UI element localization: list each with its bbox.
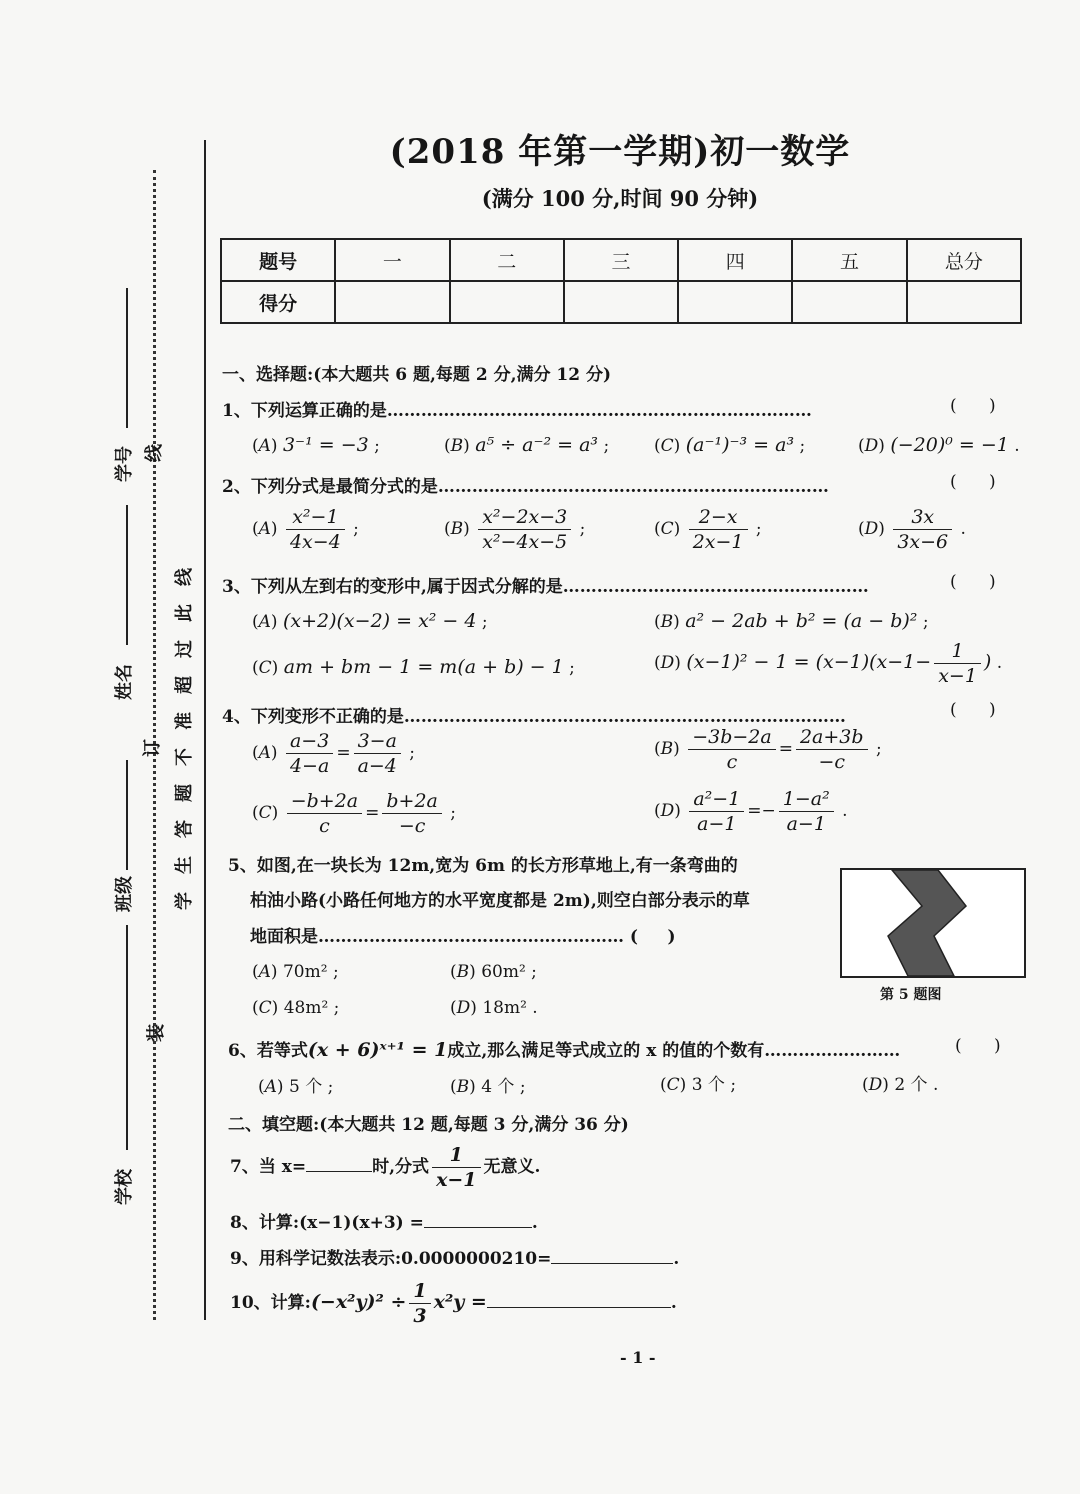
q2-option-a: (A) $\frac{\text{x²−1}}{4x-4}$ ; — [252, 506, 359, 553]
q5-option-d-text: 18m² — [482, 998, 527, 1018]
score-header-cell: 三 — [564, 239, 678, 281]
question-8: 8、计算:(x−1)(x+3) = . — [230, 1213, 538, 1233]
q6-option-d-text: 2 个 — [894, 1075, 928, 1095]
class-label: 班级 — [114, 876, 135, 912]
q1-option-a-text: 3⁻¹ = −3 — [282, 434, 369, 456]
q5-option-a: (A) 70m² ; — [252, 962, 339, 982]
q3-option-a: (A) (x+2)(x−2) = x² − 4 ; — [252, 610, 488, 632]
q5-figure — [840, 868, 1026, 978]
question-9-text: 9、用科学记数法表示:0.0000000210= — [230, 1249, 552, 1269]
answer-bracket: ( ) — [955, 1036, 1001, 1056]
question-10-expr: (−x²y)² ÷ — [310, 1291, 407, 1313]
q2-option-c: (C) $\frac{2-x}{2x-1}$ ; — [654, 506, 762, 553]
q5-option-b-text: 60m² — [481, 962, 526, 982]
score-header-cell: 总分 — [907, 239, 1021, 281]
score-row-label: 得分 — [221, 281, 335, 323]
q6-option-a: (A) 5 个 ; — [258, 1077, 334, 1097]
class-underline — [126, 760, 128, 870]
q1-option-c-text: (a⁻¹)⁻³ = a³ — [685, 434, 795, 456]
score-cell — [335, 281, 449, 323]
q4-option-d: (D) $\frac{\text{a²−1}}{a-1}$ =− $\frac{\text{1−a²}}{a-1}$ . — [654, 788, 848, 835]
q1-option-b: (B) a⁵ ÷ a⁻² = a³ ; — [444, 434, 610, 456]
q6-option-a-text: 5 个 — [288, 1077, 323, 1097]
question-5-text: 地面积是 — [250, 927, 318, 947]
question-1-text: 1、下列运算正确的是 — [222, 401, 387, 421]
score-header-cell: 四 — [678, 239, 792, 281]
q5-option-c: (C) 48m² ; — [252, 998, 340, 1018]
zhuang-label: 装 — [146, 1024, 167, 1042]
zigzag-road-figure — [842, 870, 1024, 976]
q1-option-b-text: a⁵ ÷ a⁻² = a³ — [475, 434, 599, 456]
q5-option-c-text: 48m² — [283, 998, 329, 1018]
question-5-line-3: 地面积是……………………………………………… ( ) — [250, 927, 676, 947]
q3-option-a-text: (x+2)(x−2) = x² − 4 — [282, 610, 477, 632]
question-10-post: x²y = — [433, 1291, 487, 1313]
q3-option-b: (B) a² − 2ab + b² = (a − b)² ; — [654, 610, 929, 632]
q6-option-b: (B) 4 个 ; — [450, 1077, 526, 1097]
q5-figure-caption: 第 5 题图 — [880, 987, 942, 1003]
q2-c-fraction: $\frac{2-x}{2x-1}$ — [689, 506, 748, 553]
id-label: 学号 — [114, 446, 135, 482]
question-6-stem: 6、若等式(x + 6)ˣ⁺¹ = 1成立,那么满足等式成立的 x 的值的个数有…………………… — [228, 1039, 901, 1061]
page-number: - 1 - — [620, 1348, 656, 1367]
question-4-stem: 4、下列变形不正确的是…………………………………………………………………… — [222, 707, 846, 727]
q3-d-fraction: $\frac{1}{x-1}$ — [934, 640, 981, 687]
question-5-line-1: 5、如图,在一块长为 12m,宽为 6m 的长方形草地上,有一条弯曲的 — [228, 856, 738, 876]
q3-option-c: (C) am + bm − 1 = m(a + b) − 1 ; — [252, 656, 575, 678]
q2-option-b: (B) $\frac{\text{x²−2x−3}}{\text{x²−4x−5}}$ ; — [444, 506, 586, 553]
answer-bracket: ( ) — [950, 472, 996, 492]
score-header-cell: 题号 — [221, 239, 335, 281]
question-7: 7、当 x= 时,分式 $\frac{1}{x-1}$ 无意义. — [230, 1144, 541, 1191]
id-underline — [126, 288, 128, 428]
section-2-heading: 二、填空题:(本大题共 12 题,每题 3 分,满分 36 分) — [228, 1115, 629, 1135]
ding-label: 订 — [142, 739, 163, 757]
q5-option-b: (B) 60m² ; — [450, 962, 537, 982]
section-1-heading: 一、选择题:(本大题共 6 题,每题 2 分,满分 12 分) — [222, 365, 612, 385]
q1-option-d-text: (−20)⁰ = −1 — [890, 434, 1009, 456]
answer-blank[interactable] — [424, 1227, 532, 1228]
score-table — [220, 238, 1022, 324]
answer-blank[interactable] — [306, 1171, 372, 1172]
question-3-text: 3、下列从左到右的变形中,属于因式分解的是 — [222, 577, 563, 597]
q1-option-a: (A) 3⁻¹ = −3 ; — [252, 434, 380, 456]
question-7-mid: 时,分式 — [372, 1157, 430, 1177]
exam-subtitle: (满分 100 分,时间 90 分钟) — [481, 186, 759, 211]
q5-option-a-text: 70m² — [282, 962, 328, 982]
answer-blank[interactable] — [487, 1307, 671, 1308]
q6-option-d: (D) 2 个 . — [862, 1075, 939, 1095]
question-6-post: 成立,那么满足等式成立的 x 的值的个数有 — [447, 1041, 765, 1061]
q4-option-b: (B) $\frac{-3b-2a}{c}$ = $\frac{2a+3b}{-c}$ ; — [654, 726, 882, 773]
q3-option-c-text: am + bm − 1 = m(a + b) − 1 — [283, 656, 564, 678]
question-8-text: 8、计算:(x−1)(x+3) = — [230, 1213, 424, 1233]
score-cell — [564, 281, 678, 323]
score-cell — [450, 281, 564, 323]
score-cell — [907, 281, 1021, 323]
question-2-stem: 2、下列分式是最简分式的是…………………………………………………………… — [222, 477, 829, 497]
score-header-cell: 二 — [450, 239, 564, 281]
q3-option-d: (D) (x−1)² − 1 = (x−1)(x−1− $\frac{1}{x-1}$ ) . — [654, 640, 1003, 687]
q2-a-fraction: $\frac{\text{x²−1}}{4x-4}$ — [286, 506, 345, 553]
question-3-stem: 3、下列从左到右的变形中,属于因式分解的是……………………………………………… — [222, 577, 869, 597]
name-underline — [126, 505, 128, 645]
q2-b-fraction: $\frac{\text{x²−2x−3}}{\text{x²−4x−5}}$ — [478, 506, 571, 553]
q2-d-fraction: $\frac{3x}{3x-6}$ — [893, 506, 952, 553]
q4-option-c: (C) $\frac{-b+2a}{c}$ = $\frac{b+2a}{-c}$ ; — [252, 790, 457, 837]
answer-blank[interactable] — [551, 1263, 673, 1264]
answer-bracket: ( ) — [950, 700, 996, 720]
answer-bracket: ( ) — [950, 572, 996, 592]
q1-option-d: (D) (−20)⁰ = −1 . — [858, 434, 1020, 456]
q5-option-d: (D) 18m² . — [450, 998, 538, 1018]
q1-option-c: (C) (a⁻¹)⁻³ = a³ ; — [654, 434, 806, 456]
score-header-cell: 一 — [335, 239, 449, 281]
question-4-text: 4、下列变形不正确的是 — [222, 707, 404, 727]
question-6-pre: 6、若等式 — [228, 1041, 308, 1061]
line-label: 线 — [144, 444, 165, 462]
exam-title: (2018 年第一学期)初一数学 — [389, 132, 851, 172]
q4-option-a: (A) $\frac{a-3}{4-a}$ = $\frac{3-a}{a-4}$ ; — [252, 730, 416, 777]
school-underline — [126, 1010, 128, 1150]
question-2-text: 2、下列分式是最简分式的是 — [222, 477, 438, 497]
binding-warning: 学生答题不准超过此线 — [174, 550, 195, 910]
school-label: 学校 — [114, 1169, 135, 1205]
score-header-cell: 五 — [792, 239, 906, 281]
question-7-pre: 7、当 x= — [230, 1157, 307, 1177]
q6-option-c-text: 3 个 — [691, 1075, 725, 1095]
question-7-post: 无意义. — [483, 1157, 541, 1177]
score-cell — [678, 281, 792, 323]
question-10: 10、计算:(−x²y)² ÷ $\frac{1}{3}$ x²y = . — [230, 1280, 677, 1327]
score-cell — [792, 281, 906, 323]
question-1-stem: 1、下列运算正确的是………………………………………………………………… — [222, 401, 812, 421]
question-10-pre: 10、计算: — [230, 1293, 311, 1313]
question-9: 9、用科学记数法表示:0.0000000210= . — [230, 1249, 680, 1269]
q6-option-c: (C) 3 个 ; — [660, 1075, 737, 1095]
q2-option-d: (D) $\frac{3x}{3x-6}$ . — [858, 506, 966, 553]
q3-option-b-text: a² − 2ab + b² = (a − b)² — [685, 610, 918, 632]
question-5-line-2: 柏油小路(小路任何地方的水平宽度都是 2m),则空白部分表示的草 — [250, 891, 750, 911]
name-label: 姓名 — [114, 664, 135, 700]
margin-rule — [204, 140, 206, 1320]
answer-bracket: ( ) — [950, 396, 996, 416]
question-6-expr: (x + 6)ˣ⁺¹ = 1 — [307, 1039, 448, 1061]
q6-option-b-text: 4 个 — [481, 1077, 515, 1097]
